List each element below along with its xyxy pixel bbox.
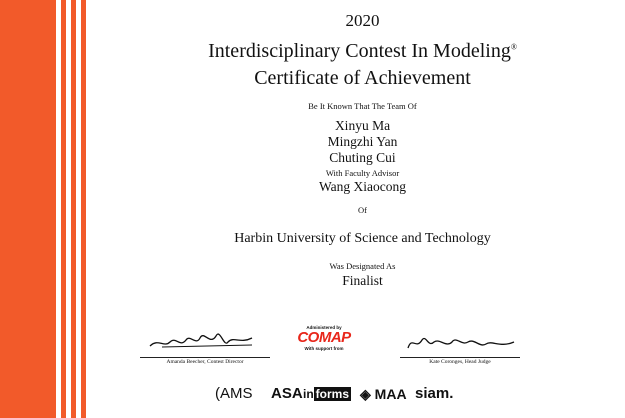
- signature-scribble-icon: [400, 330, 520, 352]
- team-member: Chuting Cui: [329, 150, 396, 165]
- registered-mark: ®: [510, 42, 517, 52]
- team-member: Mingzhi Yan: [327, 134, 398, 149]
- decorative-stripes: [0, 0, 92, 418]
- sponsor-logos: [215, 385, 495, 405]
- team-member: Xinyu Ma: [334, 118, 391, 133]
- administered-by-label: Administered by: [306, 325, 342, 330]
- designation: Finalist: [342, 273, 383, 288]
- informs-logo: [303, 385, 351, 403]
- stripe-wide: [0, 0, 56, 418]
- ams-arc-icon: (: [215, 385, 220, 402]
- comap-logo-text: COMAP: [297, 329, 351, 346]
- comap-logo: [294, 325, 354, 351]
- certificate-title: Certificate of Achievement: [254, 67, 471, 89]
- judge-caption: Kate Coronges, Head Judge: [429, 359, 491, 365]
- director-caption: Amanda Beecher, Contest Director: [166, 359, 244, 365]
- university-name: Harbin University of Science and Technology: [234, 231, 491, 246]
- contest-name: [100, 40, 625, 63]
- intro-text: Be It Known That The Team Of: [308, 101, 417, 111]
- stripe-thin: [81, 0, 86, 418]
- director-signature: [140, 326, 270, 365]
- ams-logo-text: AMS: [220, 385, 253, 402]
- contest-year: 2020: [345, 11, 380, 30]
- maa-logo: [360, 385, 407, 403]
- support-label: With support from: [304, 346, 344, 351]
- stripe-thin: [71, 0, 76, 418]
- of-label: Of: [358, 205, 367, 215]
- signature-line: [140, 357, 270, 358]
- maa-emblem-icon: ◈: [360, 386, 371, 402]
- informs-box: forms: [315, 387, 350, 401]
- maa-logo-text: MAA: [374, 386, 407, 402]
- advisor-name: Wang Xiaocong: [318, 179, 406, 194]
- stripe-thin: [61, 0, 66, 418]
- informs-prefix: in: [303, 387, 314, 401]
- designated-label: Was Designated As: [329, 261, 396, 271]
- contest-name-text: Interdisciplinary Contest In Modeling: [208, 40, 511, 62]
- siam-logo: siam.: [415, 385, 454, 402]
- signature-scribble-icon: [140, 326, 270, 352]
- ams-logo: [215, 385, 253, 403]
- advisor-label: With Faculty Advisor: [325, 168, 400, 178]
- judge-signature: [400, 330, 520, 365]
- asa-logo: ASA: [271, 385, 303, 402]
- signature-line: [400, 357, 520, 358]
